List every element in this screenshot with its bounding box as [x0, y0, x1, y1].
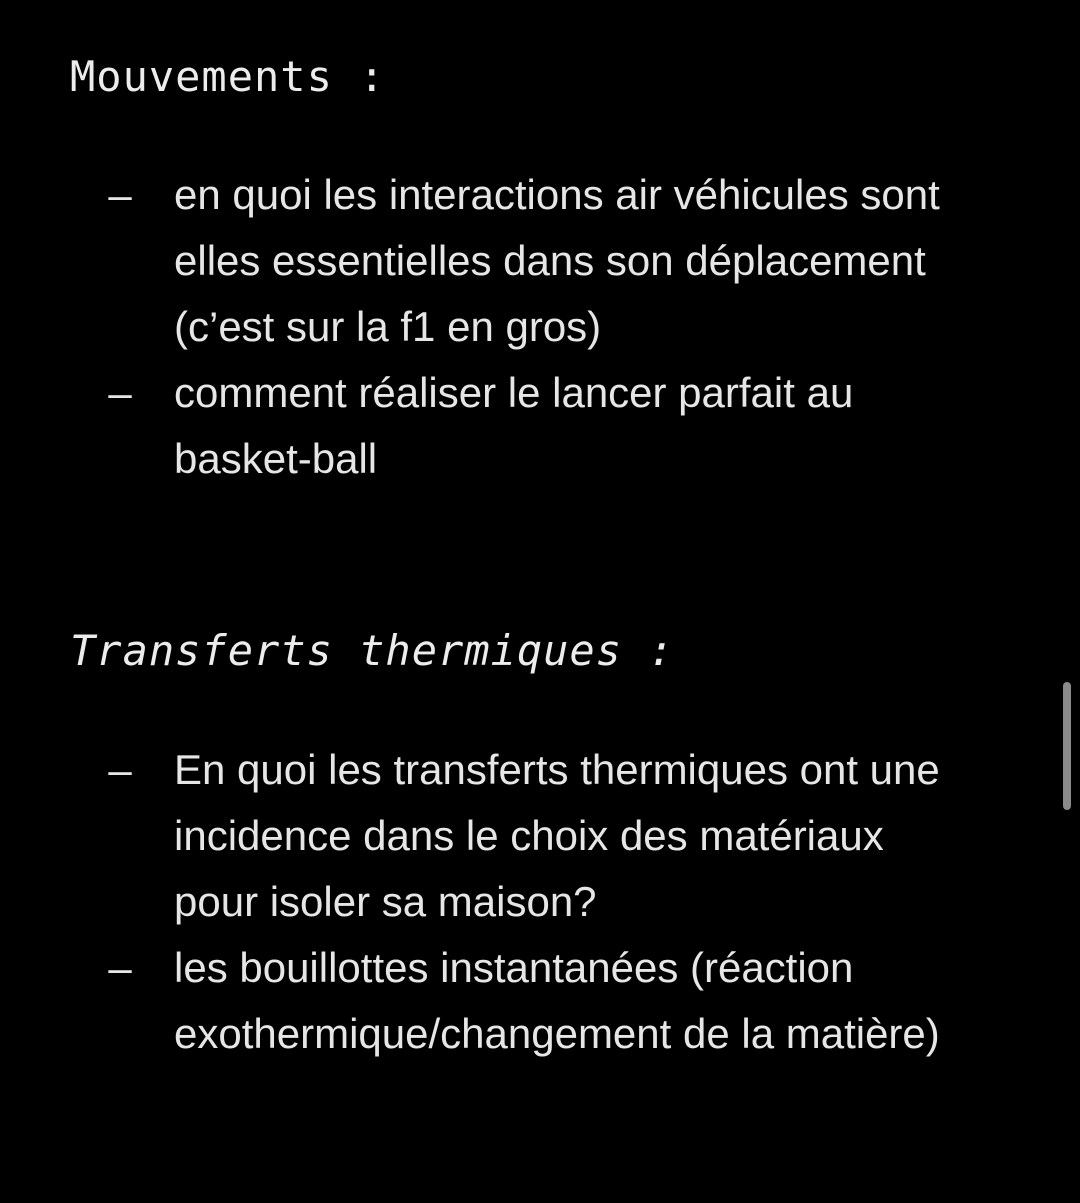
section-heading-mouvements: Mouvements :	[70, 52, 386, 101]
bullet-list-transferts-thermiques	[0, 737, 1020, 1067]
list-item[interactable]	[0, 360, 1020, 492]
list-item-text: comment réaliser le lancer parfait au basket-ball	[174, 369, 854, 482]
dash-bullet: –	[108, 944, 132, 991]
dash-bullet: –	[108, 746, 132, 793]
list-item[interactable]	[0, 737, 1020, 935]
dash-bullet: –	[108, 369, 132, 416]
list-item[interactable]	[0, 162, 1020, 360]
vertical-scrollbar[interactable]	[1063, 682, 1071, 810]
list-item-text: en quoi les interactions air véhicules sont elles essentielles dans son déplacement (c’est sur la f1 en gros)	[174, 171, 940, 350]
bullet-list-mouvements	[0, 162, 1020, 492]
list-item-text: En quoi les transferts thermiques ont une incidence dans le choix des matériaux pour isoler sa maison?	[174, 746, 940, 925]
list-item[interactable]	[0, 935, 1020, 1067]
section-heading-transferts-thermiques: Transferts thermiques :	[70, 626, 675, 675]
list-item-text: les bouillottes instantanées (réaction exothermique/changement de la matière)	[174, 944, 940, 1057]
dash-bullet: –	[108, 171, 132, 218]
